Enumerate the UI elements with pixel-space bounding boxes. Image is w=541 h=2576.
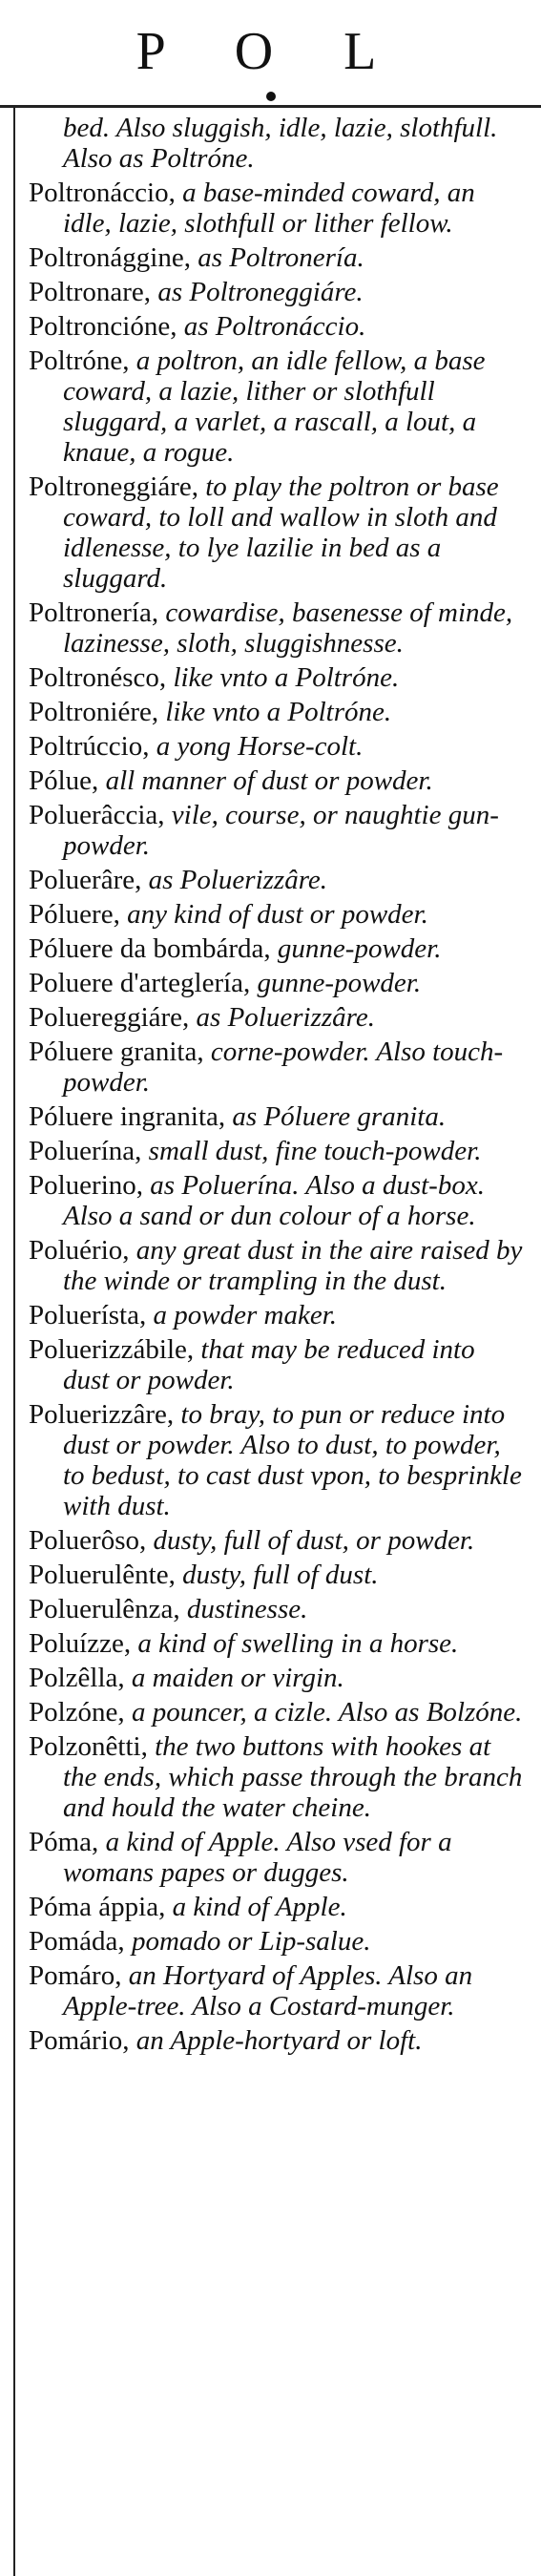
- entry-definition: dusty, full of dust.: [182, 1560, 379, 1590]
- dictionary-entry: [29, 1827, 525, 1888]
- entry-headword: Poluerâccia,: [29, 800, 165, 830]
- entry-definition: like vnto a Poltróne.: [173, 662, 400, 693]
- entry-definition: gunne-powder.: [257, 968, 422, 998]
- dictionary-entry: [29, 2025, 525, 2056]
- entry-headword: Poltronare,: [29, 277, 152, 307]
- dictionary-entry: [29, 311, 525, 342]
- entry-definition: cowardise, basenesse of minde, lazinesse, sloth, sluggishnesse.: [63, 597, 513, 659]
- entry-definition: a base-minded coward, an idle, lazie, slothfull or lither fellow.: [63, 178, 475, 239]
- entry-headword: Poluerino,: [29, 1170, 144, 1201]
- header-rule: [0, 105, 541, 108]
- entry-headword: Poluério,: [29, 1235, 130, 1266]
- entry-headword: Poluerulênza,: [29, 1594, 180, 1624]
- entry-headword: Poluerísta,: [29, 1300, 147, 1330]
- entry-headword: Póluere granita,: [29, 1037, 204, 1067]
- entry-headword: Póluere ingranita,: [29, 1101, 226, 1132]
- dictionary-entries: [29, 113, 525, 2060]
- dictionary-entry: [29, 1960, 525, 2021]
- dictionary-entry: [29, 1002, 525, 1033]
- dictionary-entry: [29, 1170, 525, 1231]
- entry-headword: Polzóne,: [29, 1697, 125, 1728]
- entry-definition: a maiden or virgin.: [131, 1663, 344, 1693]
- column-rule: [13, 108, 15, 2576]
- entry-definition: small dust, fine touch-powder.: [148, 1136, 482, 1166]
- dictionary-entry: [29, 597, 525, 659]
- entry-headword: Poluerína,: [29, 1136, 142, 1166]
- entry-headword: Poltronésco,: [29, 662, 167, 693]
- dictionary-entry: [29, 1334, 525, 1395]
- entry-definition: a poltron, an idle fellow, a base coward, a lazie, lither or slothfull sluggard, a varlet, a rascall, a lout, a knaue, a rogue.: [63, 346, 486, 468]
- entry-definition: vile, course, or naughtie gun-powder.: [63, 800, 499, 861]
- entry-headword: Pólue,: [29, 765, 99, 796]
- entry-headword: Polzêlla,: [29, 1663, 125, 1693]
- entry-definition: to bray, to pun or reduce into dust or powder. Also to dust, to powder, to bedust, to cast dust vpon, to besprinkle with dust.: [63, 1399, 522, 1521]
- entry-definition: gunne-powder.: [277, 933, 442, 964]
- dictionary-entry: [29, 1101, 525, 1132]
- entry-definition: corne-powder. Also touch-powder.: [63, 1037, 504, 1098]
- entry-definition: a kind of Apple. Also vsed for a womans papes or dugges.: [63, 1827, 452, 1888]
- dictionary-entry: [29, 899, 525, 930]
- dictionary-entry: [29, 1037, 525, 1098]
- entry-headword: Póma áppia,: [29, 1892, 166, 1922]
- entry-definition: a yong Horse-colt.: [156, 731, 364, 762]
- entry-headword: Poluerâre,: [29, 865, 142, 895]
- entry-definition: a kind of swelling in a horse.: [137, 1628, 459, 1659]
- dictionary-entry: [29, 731, 525, 762]
- entry-headword: Poluerulênte,: [29, 1560, 176, 1590]
- entry-headword: Poluerizzâre,: [29, 1399, 175, 1430]
- dictionary-entry: [29, 1525, 525, 1556]
- entry-definition: like vnto a Poltróne.: [165, 697, 392, 727]
- dictionary-entry: [29, 346, 525, 468]
- entry-headword: Poltronáccio,: [29, 178, 176, 208]
- entry-definition: to play the poltron or base coward, to loll and wallow in sloth and idlenesse, to lye lazilie in bed as a sluggard.: [63, 471, 499, 594]
- entry-headword: Póluere da bombárda,: [29, 933, 271, 964]
- dictionary-entry: [29, 1697, 525, 1728]
- entry-definition: dustinesse.: [186, 1594, 308, 1624]
- entry-headword: Póma,: [29, 1827, 99, 1857]
- entry-headword: Poluízze,: [29, 1628, 132, 1659]
- entry-headword: Polzonêtti,: [29, 1731, 148, 1762]
- entry-definition: dusty, full of dust, or powder.: [153, 1525, 475, 1556]
- ornament-dot: [266, 92, 276, 101]
- dictionary-entry: [29, 471, 525, 594]
- entry-headword: Poluere d'arteglería,: [29, 968, 251, 998]
- entry-definition: an Apple-hortyard or loft.: [135, 2025, 423, 2056]
- entry-headword: Poltróne,: [29, 346, 130, 376]
- entry-headword: Poluerôso,: [29, 1525, 147, 1556]
- entry-headword: Pomáda,: [29, 1926, 125, 1957]
- dictionary-entry: [29, 1560, 525, 1590]
- entry-definition: as Poltronáccio.: [183, 311, 366, 342]
- entry-headword: Poltroncióne,: [29, 311, 177, 342]
- running-head: P O L: [135, 22, 406, 81]
- entry-definition: an Hortyard of Apples. Also an Apple-tree. Also a Costard-munger.: [63, 1960, 473, 2021]
- dictionary-entry: [29, 277, 525, 307]
- entry-definition: the two buttons with hookes at the ends, which passe through the branch and hould the water cheine.: [63, 1731, 523, 1823]
- entry-headword: Poltronággine,: [29, 242, 191, 273]
- entry-definition: as Póluere granita.: [232, 1101, 447, 1132]
- dictionary-entry: [29, 933, 525, 964]
- entry-headword: Poltrúccio,: [29, 731, 150, 762]
- entry-definition: as Poltronería.: [198, 242, 364, 273]
- entry-definition: a kind of Apple.: [172, 1892, 347, 1922]
- dictionary-entry: [29, 1628, 525, 1659]
- entry-headword: Poluereggiáre,: [29, 1002, 190, 1033]
- page-header: [0, 0, 541, 113]
- dictionary-entry: [29, 968, 525, 998]
- dictionary-entry: [29, 1136, 525, 1166]
- entry-definition: as Poluerizzâre.: [148, 865, 328, 895]
- dictionary-entry: [29, 1926, 525, 1957]
- entry-definition: any great dust in the aire raised by the winde or trampling in the dust.: [63, 1235, 523, 1296]
- dictionary-entry: [29, 178, 525, 239]
- entry-definition: as Poltroneggiáre.: [157, 277, 364, 307]
- dictionary-entry: [29, 800, 525, 861]
- entry-definition: that may be reduced into dust or powder.: [63, 1334, 475, 1395]
- dictionary-entry: [29, 1399, 525, 1521]
- dictionary-entry: [29, 1663, 525, 1693]
- entry-headword: Póluere,: [29, 899, 120, 930]
- entry-definition: a powder maker.: [153, 1300, 338, 1330]
- dictionary-entry: [29, 765, 525, 796]
- entry-headword: Pomáro,: [29, 1960, 122, 1991]
- entry-definition: as Poluerína. Also a dust-box. Also a sand or dun colour of a horse.: [63, 1170, 485, 1231]
- entry-definition: bed. Also sluggish, idle, lazie, slothfull. Also as Poltróne.: [63, 113, 498, 174]
- dictionary-entry: [29, 242, 525, 273]
- dictionary-entry: [29, 1300, 525, 1330]
- entry-definition: any kind of dust or powder.: [127, 899, 428, 930]
- entry-definition: pomado or Lip-salue.: [131, 1926, 371, 1957]
- entry-headword: Poltronería,: [29, 597, 159, 628]
- dictionary-entry: [29, 1892, 525, 1922]
- entry-definition: all manner of dust or powder.: [105, 765, 433, 796]
- entry-headword: Poltroneggiáre,: [29, 471, 198, 502]
- dictionary-entry: [29, 1731, 525, 1823]
- dictionary-entry: [29, 662, 525, 693]
- dictionary-entry: [29, 865, 525, 895]
- dictionary-entry: [29, 1594, 525, 1624]
- entry-headword: Pomário,: [29, 2025, 130, 2056]
- dictionary-entry: [29, 697, 525, 727]
- dictionary-entry: [29, 1235, 525, 1296]
- entry-definition: as Poluerizzâre.: [196, 1002, 375, 1033]
- entry-headword: Poluerizzábile,: [29, 1334, 195, 1365]
- dictionary-entry: [29, 113, 525, 174]
- entry-headword: Poltroniére,: [29, 697, 159, 727]
- entry-definition: a pouncer, a cizle. Also as Bolzóne.: [131, 1697, 523, 1728]
